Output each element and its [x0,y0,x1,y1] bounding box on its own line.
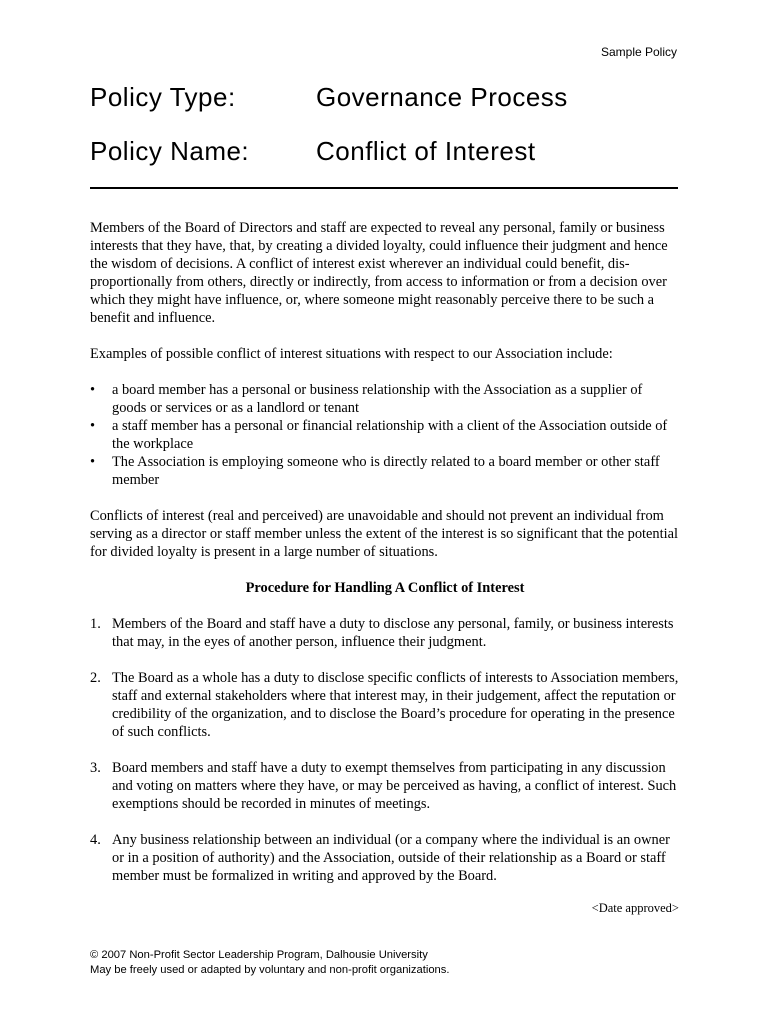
step-number: 2. [90,670,101,686]
conflicts-paragraph: Conflicts of interest (real and perceived) are unavoidable and should not prevent an individual from serving as a director or staff member unless the extent of the interest is so significant that the potential for divided loyalty is present in a large number of situations. [90,508,678,560]
list-item [90,759,680,813]
bullet-icon: • [90,382,96,398]
policy-name-row [90,136,536,167]
list-item [90,669,680,741]
footer [90,948,449,978]
step-number: 1. [90,616,101,632]
list-item [90,615,680,651]
policy-type-label: Policy Type: [90,82,236,112]
policy-type-value: Governance Process [316,82,568,112]
examples-list [90,381,680,489]
bullet-icon: • [90,454,96,470]
policy-name-value: Conflict of Interest [316,136,536,166]
policy-body [90,219,680,903]
list-item [90,831,680,885]
example-text: a staff member has a personal or financial relationship with a client of the Association outside of the workplace [112,418,668,452]
procedure-steps [90,615,680,885]
example-text: a board member has a personal or business relationship with the Association as a supplier of goods or services or as a landlord or tenant [112,382,643,416]
policy-name-label: Policy Name: [90,136,250,166]
bullet-icon: • [90,418,96,434]
usage-line: May be freely used or adapted by voluntary and non-profit organizations. [90,964,450,976]
title-divider [90,187,678,189]
step-text: Members of the Board and staff have a duty to disclose any personal, family, or business interests that may, in the eyes of another person, influence their judgment. [112,616,674,650]
example-text: The Association is employing someone who is directly related to a board member or other staff member [112,454,660,488]
list-item [90,453,680,489]
step-number: 4. [90,832,101,848]
document-tag: Sample Policy [600,45,677,59]
step-text: Board members and staff have a duty to exempt themselves from participating in any discussion and voting on matters where they have, or may be perceived as having, a conflict of interest. Such exemptions should be recorded in minutes of meetings. [112,760,677,812]
list-item [90,417,680,453]
policy-type-row [90,82,568,113]
step-text: The Board as a whole has a duty to disclose specific conflicts of interests to Association members, staff and external stakeholders where that interest may, in their judgement, affect the reputation or credibility of the organization, and to disclose the Board’s procedure for operating in the presence of such conflicts. [112,670,679,740]
copyright-line: © 2007 Non-Profit Sector Leadership Program, Dalhousie University [90,949,428,961]
procedure-heading: Procedure for Handling A Conflict of Interest [245,580,525,596]
step-text: Any business relationship between an individual (or a company where the individual is an owner or in a position of authority) and the Association, outside of their relationship as a Board or staff member must be formalized in writing and approved by the Board. [112,832,670,884]
intro-paragraph: Members of the Board of Directors and staff are expected to reveal any personal, family or business interests that they have, that, by creating a divided loyalty, could influence their judgment and hence the wisdom of decisions. A conflict of interest exist wherever an individual could benefit, dis-proportionally from others, directly or indirectly, from access to information or from a decision over which they might have influence, or, where someone might reasonably perceive there to be such a benefit and influence. [90,220,668,326]
date-approved: <Date approved> [591,901,679,915]
examples-intro: Examples of possible conflict of interest situations with respect to our Association include: [90,346,613,362]
list-item [90,381,680,417]
step-number: 3. [90,760,101,776]
